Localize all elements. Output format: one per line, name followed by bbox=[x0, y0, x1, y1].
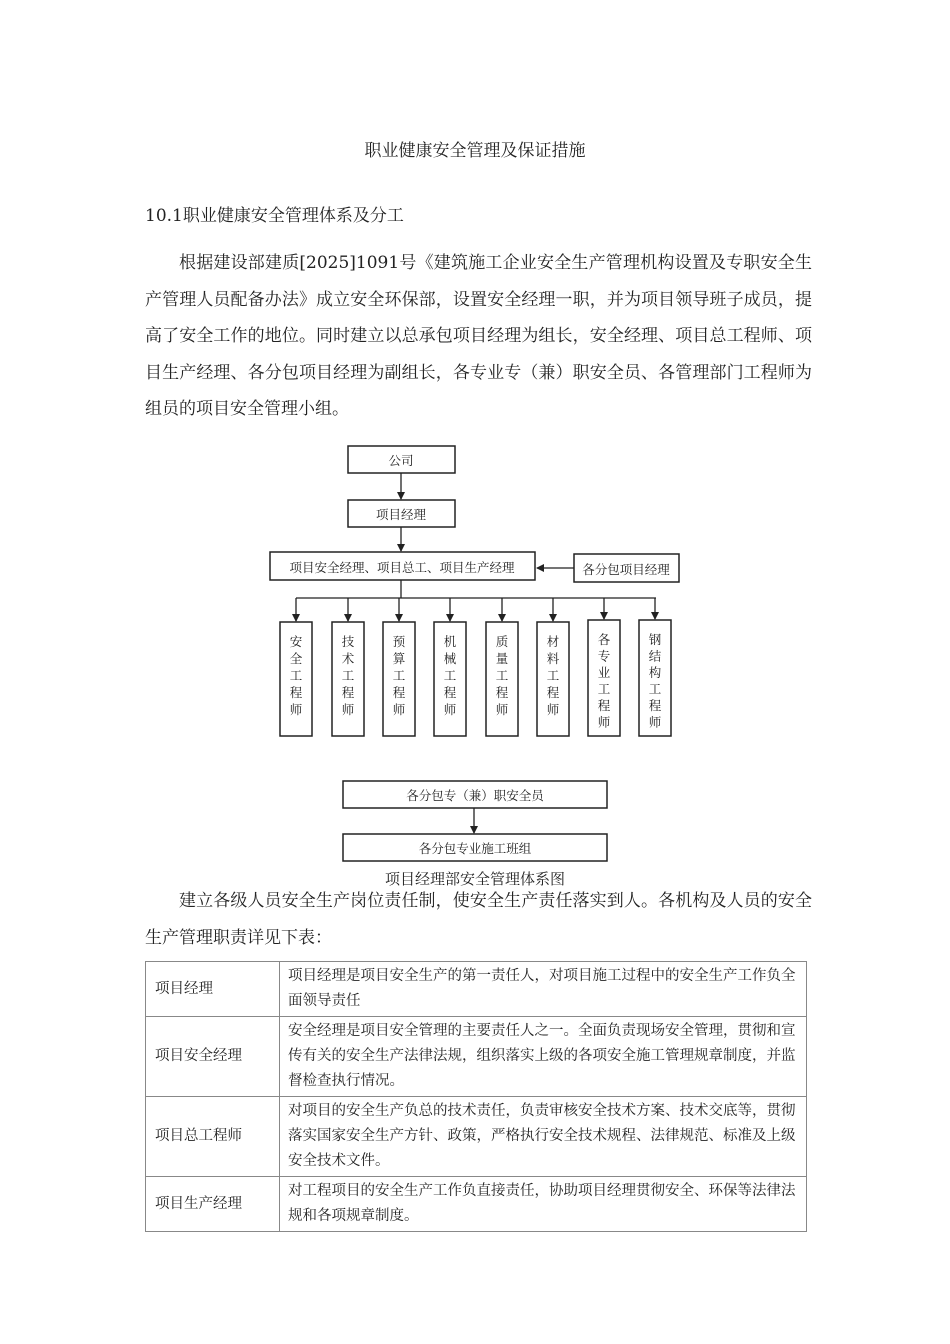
engineer-label: 材料工程师 bbox=[546, 634, 560, 717]
safety-officers-label: 各分包专（兼）职安全员 bbox=[406, 788, 544, 803]
engineer-label: 预算工程师 bbox=[392, 634, 406, 717]
engineer-box bbox=[639, 620, 671, 736]
chart-caption: 项目经理部安全管理体系图 bbox=[384, 870, 565, 888]
engineer-label: 钢结构工程师 bbox=[648, 632, 662, 730]
engineer-box bbox=[332, 622, 364, 736]
engineer-label: 技术工程师 bbox=[341, 634, 355, 717]
table-row bbox=[146, 1177, 807, 1232]
duty-cell: 对工程项目的安全生产工作负直接责任，协助项目经理贯彻安全、环保等法律法规和各项规章制度。 bbox=[280, 1177, 807, 1232]
role-cell: 项目安全经理 bbox=[146, 1017, 280, 1097]
intro-paragraph: 根据建设部建质[2025]1091号《建筑施工企业安全生产管理机构设置及专职安全生产管理人员配备办法》成立安全环保部，设置安全经理一职，并为项目领导班子成员，提高了安全工作的地位。同时建立以总承包项目经理为组长，安全经理、项目总工程师、项目生产经理、各分包项目经理为副组长，各专业专（兼）职安全员、各管理部门工程师为组员的项目安全管理小组。 bbox=[145, 253, 812, 419]
subcontract-manager-label: 各分包项目经理 bbox=[582, 562, 670, 577]
table-intro-paragraph: 建立各级人员安全生产岗位责任制，使安全生产责任落实到人。各机构及人员的安全生产管理职责详见下表： bbox=[145, 891, 812, 948]
role-cell: 项目总工程师 bbox=[146, 1097, 280, 1177]
table-row bbox=[146, 1017, 807, 1097]
duty-cell: 对项目的安全生产负总的技术责任，负责审核安全技术方案、技术交底等，贯彻落实国家安全生产方针、政策，严格执行安全技术规程、法律规范、标准及上级安全技术文件。 bbox=[280, 1097, 807, 1177]
document-title: 职业健康安全管理及保证措施 bbox=[364, 141, 586, 161]
engineer-box bbox=[588, 620, 620, 736]
section-heading: 10.1职业健康安全管理体系及分工 bbox=[145, 206, 404, 226]
engineer-box bbox=[537, 622, 569, 736]
engineer-box bbox=[280, 622, 312, 736]
engineer-box bbox=[383, 622, 415, 736]
table-row bbox=[146, 1097, 807, 1177]
project-manager-label: 项目经理 bbox=[375, 507, 427, 522]
responsibility-table bbox=[145, 961, 807, 1232]
engineer-label: 各专业工程师 bbox=[597, 632, 611, 730]
engineer-label: 质量工程师 bbox=[495, 634, 509, 717]
engineer-label: 安全工程师 bbox=[289, 634, 303, 717]
engineer-box bbox=[434, 622, 466, 736]
company-label: 公司 bbox=[388, 453, 414, 468]
work-teams-label: 各分包专业施工班组 bbox=[418, 841, 532, 856]
table-row bbox=[146, 962, 807, 1017]
role-cell: 项目生产经理 bbox=[146, 1177, 280, 1232]
engineer-box bbox=[486, 622, 518, 736]
role-cell: 项目经理 bbox=[146, 962, 280, 1017]
duty-cell: 项目经理是项目安全生产的第一责任人，对项目施工过程中的安全生产工作负全面领导责任 bbox=[280, 962, 807, 1017]
engineer-label: 机械工程师 bbox=[443, 634, 457, 717]
duty-cell: 安全经理是项目安全管理的主要责任人之一。全面负责现场安全管理，贯彻和宣传有关的安全生产法律法规，组织落实上级的各项安全施工管理规章制度，并监督检查执行情况。 bbox=[280, 1017, 807, 1097]
managers-row-label: 项目安全经理、项目总工、项目生产经理 bbox=[289, 560, 515, 575]
